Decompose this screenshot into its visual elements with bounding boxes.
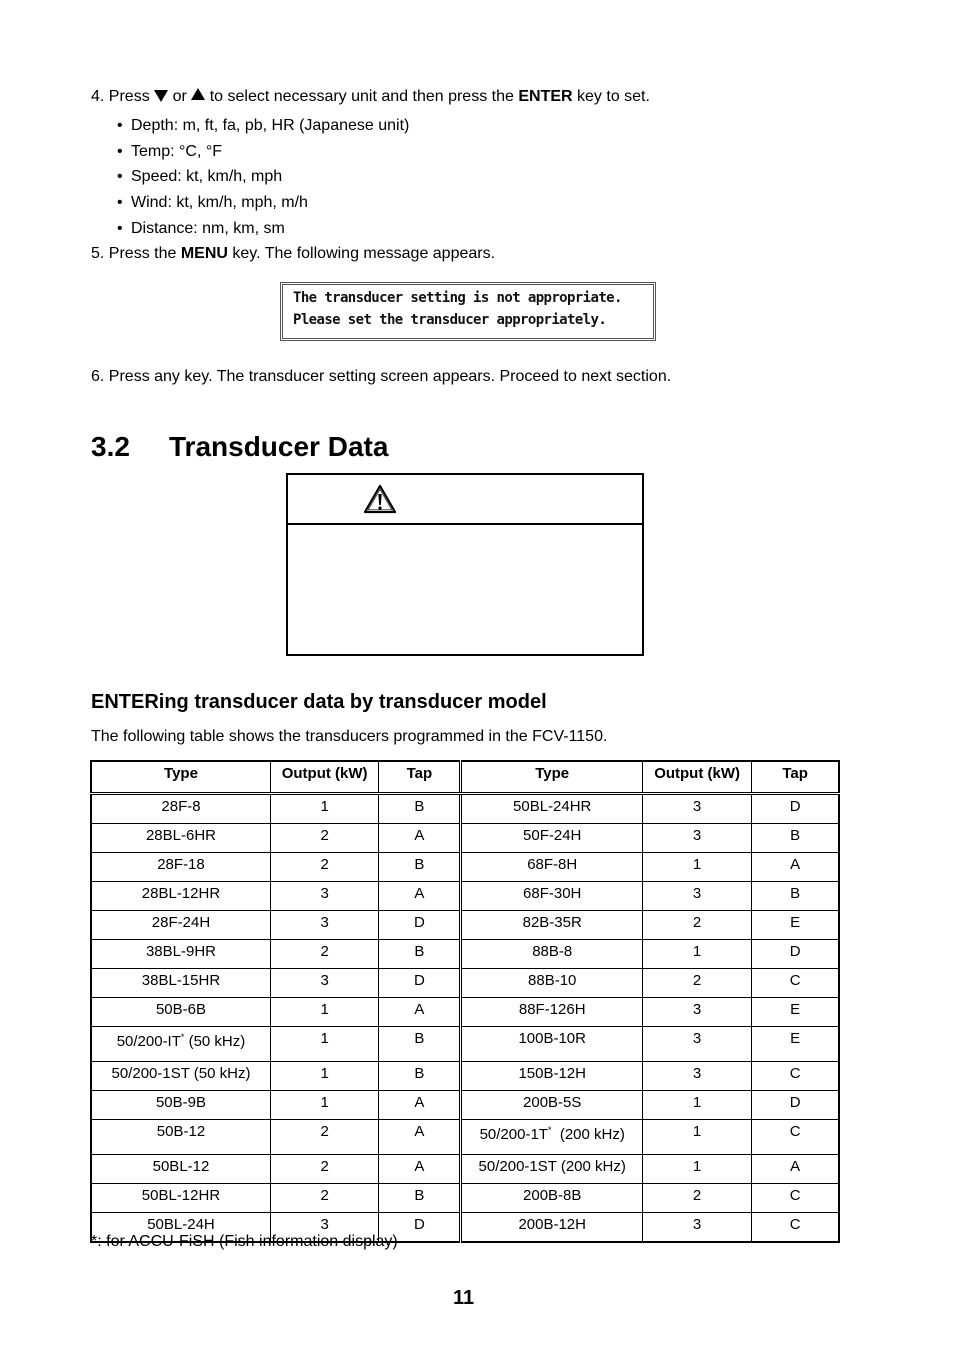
output-cell: 1 <box>642 1120 751 1155</box>
type-suffix: (50 kHz) <box>184 1033 246 1050</box>
table-row <box>91 882 839 911</box>
output-cell: 2 <box>270 1155 378 1184</box>
type-text: 50/200-1T <box>479 1126 548 1143</box>
output-cell: 2 <box>270 853 378 882</box>
column-header: Output (kW) <box>642 761 751 794</box>
output-cell: 1 <box>270 1091 378 1120</box>
output-cell: 3 <box>642 882 751 911</box>
table-row <box>91 824 839 853</box>
step-5 <box>91 244 495 264</box>
step-4 <box>91 87 650 107</box>
output-cell: 3 <box>642 1062 751 1091</box>
step-text: 5. Press the <box>91 245 181 262</box>
type-cell <box>461 824 642 853</box>
table-row <box>91 1184 839 1213</box>
type-cell <box>91 940 270 969</box>
type-cell <box>461 940 642 969</box>
type-text: 88B-8 <box>532 943 573 960</box>
type-text: 38BL-15HR <box>141 972 221 989</box>
output-cell: 2 <box>642 1184 751 1213</box>
warning-triangle-icon <box>362 483 398 515</box>
type-text: 38BL-9HR <box>145 943 216 960</box>
bullet-text: Depth: m, ft, fa, pb, HR (Japanese unit) <box>131 117 410 134</box>
type-cell <box>461 1091 642 1120</box>
type-text: 50BL-12HR <box>141 1187 221 1204</box>
type-suffix: (200 kHz) <box>551 1126 625 1143</box>
unit-bullet: • Temp: °C, °F <box>117 143 223 160</box>
type-cell <box>91 1062 270 1091</box>
type-cell <box>91 1091 270 1120</box>
output-cell: 1 <box>642 853 751 882</box>
tap-cell: E <box>752 911 839 940</box>
column-header: Output (kW) <box>270 761 378 794</box>
table-header-row <box>91 761 839 794</box>
table-row <box>91 1062 839 1091</box>
tap-cell: C <box>752 1213 839 1243</box>
type-cell <box>461 882 642 911</box>
type-text: 28F-8 <box>161 798 201 815</box>
output-cell: 3 <box>642 794 751 824</box>
type-cell <box>91 1120 270 1155</box>
tap-cell: D <box>379 911 461 940</box>
unit-bullet: • Depth: m, ft, fa, pb, HR (Japanese unit) <box>117 117 410 134</box>
type-text: 50/200-1ST (200 kHz) <box>478 1158 626 1175</box>
tap-cell: A <box>752 853 839 882</box>
output-cell: 3 <box>642 998 751 1027</box>
bullet-text: Wind: kt, km/h, mph, m/h <box>131 194 308 211</box>
output-cell: 3 <box>270 969 378 998</box>
down-triangle-icon <box>154 90 168 102</box>
type-text: 100B-10R <box>518 1030 586 1047</box>
output-cell: 2 <box>642 969 751 998</box>
tap-cell: A <box>379 882 461 911</box>
output-cell: 2 <box>270 940 378 969</box>
output-cell: 3 <box>642 1027 751 1062</box>
output-cell: 1 <box>270 998 378 1027</box>
footnote: *: for ACCU-FiSH (Fish information display) <box>91 1233 398 1250</box>
menu-key-label: MENU <box>180 245 228 262</box>
type-text: 50BL-24H <box>147 1216 215 1233</box>
type-cell <box>461 1062 642 1091</box>
tap-cell: A <box>379 1120 461 1155</box>
step-text: or <box>168 88 192 105</box>
type-text: 68F-8H <box>527 856 578 873</box>
type-cell <box>91 911 270 940</box>
type-cell <box>91 794 270 824</box>
bullet-text: Temp: °C, °F <box>131 143 223 160</box>
section-heading <box>91 428 388 466</box>
step-text: key. The following message appears. <box>227 245 496 262</box>
type-cell <box>91 998 270 1027</box>
column-header: Tap <box>752 761 839 794</box>
tap-cell: C <box>752 1120 839 1155</box>
warning-box <box>286 473 644 656</box>
type-text: 50/200-1ST (50 kHz) <box>111 1065 251 1082</box>
output-cell: 2 <box>270 1120 378 1155</box>
tap-cell: A <box>379 998 461 1027</box>
step-text: Press <box>108 88 155 105</box>
output-cell: 3 <box>270 911 378 940</box>
footnote-mark: * <box>547 1125 552 1135</box>
output-cell: 2 <box>642 911 751 940</box>
step-text: to select necessary unit and then press the <box>205 88 519 105</box>
unit-bullet: • Speed: kt, km/h, mph <box>117 168 283 185</box>
table-row <box>91 1155 839 1184</box>
type-text: 50/200-IT <box>116 1033 181 1050</box>
warning-header <box>288 475 642 525</box>
output-cell: 1 <box>270 1027 378 1062</box>
tap-cell: B <box>752 882 839 911</box>
unit-bullet: • Distance: nm, km, sm <box>117 220 285 237</box>
type-text: 50BL-12 <box>152 1158 210 1175</box>
output-cell: 3 <box>270 1213 378 1243</box>
tap-cell: D <box>752 940 839 969</box>
type-text: 200B-8B <box>523 1187 582 1204</box>
tap-cell: A <box>379 1155 461 1184</box>
type-cell <box>461 911 642 940</box>
type-text: 150B-12H <box>518 1065 586 1082</box>
table-row <box>91 1027 839 1062</box>
type-text: 88B-10 <box>528 972 577 989</box>
type-text: 200B-5S <box>523 1094 582 1111</box>
message-box <box>280 282 656 341</box>
enter-key-label: ENTER <box>518 88 573 105</box>
type-cell <box>461 1155 642 1184</box>
table-row <box>91 853 839 882</box>
type-cell <box>91 1155 270 1184</box>
tap-cell: C <box>752 1184 839 1213</box>
type-text: 50B-6B <box>155 1001 206 1018</box>
output-cell: 3 <box>642 824 751 853</box>
type-text: 50B-12 <box>156 1123 206 1140</box>
type-text: 200B-12H <box>518 1216 586 1233</box>
type-cell <box>91 1184 270 1213</box>
table-row <box>91 940 839 969</box>
tap-cell: E <box>752 998 839 1027</box>
column-header: Tap <box>379 761 461 794</box>
tap-cell: C <box>752 1062 839 1091</box>
type-text: 82B-35R <box>522 914 582 931</box>
unit-bullet: • Wind: kt, km/h, mph, m/h <box>117 194 308 211</box>
tap-cell: A <box>379 1091 461 1120</box>
output-cell: 1 <box>642 1091 751 1120</box>
message-line: The transducer setting is not appropriate. <box>293 290 622 306</box>
bullet-text: Distance: nm, km, sm <box>131 220 285 237</box>
type-cell <box>461 1213 642 1243</box>
type-text: 50B-9B <box>155 1094 206 1111</box>
tap-cell: D <box>379 1213 461 1243</box>
tap-cell: D <box>752 794 839 824</box>
type-text: 28F-24H <box>151 914 211 931</box>
output-cell: 2 <box>270 1184 378 1213</box>
type-cell <box>91 1027 270 1062</box>
message-line: Please set the transducer appropriately. <box>293 312 607 328</box>
table-row <box>91 969 839 998</box>
tap-cell: B <box>379 794 461 824</box>
tap-cell: B <box>379 1184 461 1213</box>
type-cell <box>461 853 642 882</box>
step-text: key to set. <box>572 88 650 105</box>
tap-cell: D <box>379 969 461 998</box>
type-cell <box>461 998 642 1027</box>
tap-cell: A <box>379 824 461 853</box>
output-cell: 3 <box>642 1213 751 1243</box>
column-header: Type <box>91 761 270 794</box>
subsection-heading: ENTERing transducer data by transducer model <box>91 691 547 713</box>
section-title: Transducer Data <box>169 431 389 462</box>
type-cell <box>91 882 270 911</box>
bullet-text: Speed: kt, km/h, mph <box>131 168 283 185</box>
output-cell: 1 <box>642 1155 751 1184</box>
tap-cell: B <box>752 824 839 853</box>
tap-cell: E <box>752 1027 839 1062</box>
type-text: 28F-18 <box>157 856 205 873</box>
type-cell <box>91 853 270 882</box>
type-cell <box>461 1027 642 1062</box>
table-intro: The following table shows the transducers programmed in the FCV-1150. <box>91 728 608 745</box>
tap-cell: B <box>379 853 461 882</box>
table-row <box>91 794 839 824</box>
type-cell <box>461 1120 642 1155</box>
tap-cell: B <box>379 940 461 969</box>
tap-cell: C <box>752 969 839 998</box>
type-text: 28BL-6HR <box>145 827 216 844</box>
table-row <box>91 998 839 1027</box>
tap-cell: B <box>379 1062 461 1091</box>
type-text: 28BL-12HR <box>141 885 221 902</box>
table-row <box>91 911 839 940</box>
tap-cell: D <box>752 1091 839 1120</box>
table-row <box>91 1120 839 1155</box>
output-cell: 1 <box>270 1062 378 1091</box>
tap-cell: A <box>752 1155 839 1184</box>
tap-cell: B <box>379 1027 461 1062</box>
step-6: 6. Press any key. The transducer setting screen appears. Proceed to next section. <box>91 368 672 385</box>
type-text: 68F-30H <box>523 885 582 902</box>
type-text: 88F-126H <box>518 1001 586 1018</box>
section-number: 3.2 <box>91 431 130 462</box>
type-text: 50F-24H <box>523 827 582 844</box>
step-number: 4. <box>91 88 105 105</box>
page-number: 11 <box>453 1287 475 1309</box>
type-cell <box>461 794 642 824</box>
up-triangle-icon <box>191 88 205 100</box>
type-cell <box>91 969 270 998</box>
type-cell <box>461 1184 642 1213</box>
type-cell <box>461 969 642 998</box>
table-row <box>91 1091 839 1120</box>
output-cell: 3 <box>270 882 378 911</box>
type-text: 50BL-24HR <box>513 798 592 815</box>
output-cell: 1 <box>270 794 378 824</box>
transducer-table <box>90 760 840 1243</box>
column-header: Type <box>461 761 642 794</box>
output-cell: 1 <box>642 940 751 969</box>
output-cell: 2 <box>270 824 378 853</box>
footnote-mark: * <box>180 1032 185 1042</box>
type-cell <box>91 824 270 853</box>
